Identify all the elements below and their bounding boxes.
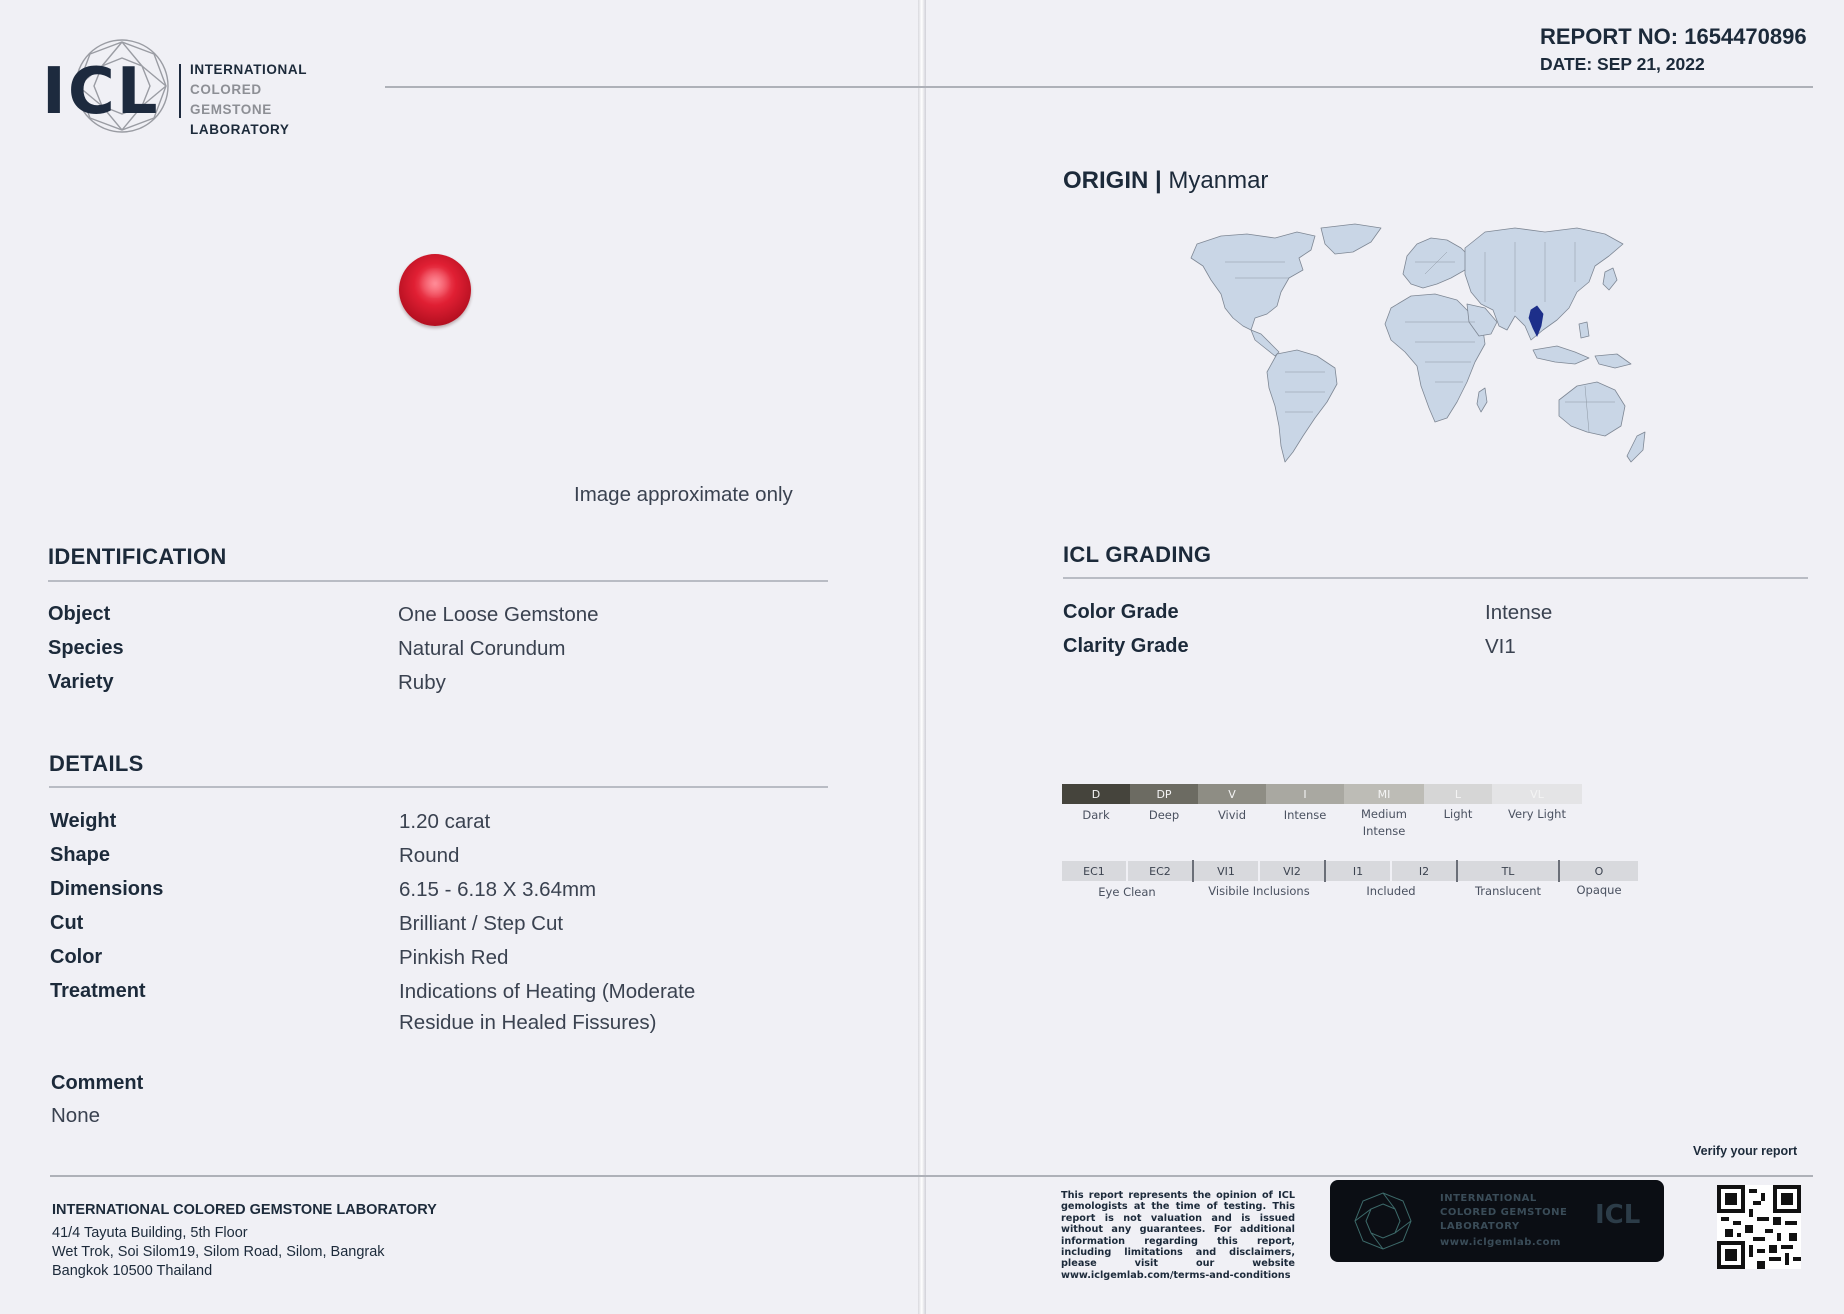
treatment-label: Treatment xyxy=(50,980,146,1002)
dimensions-value: 6.15 - 6.18 X 3.64mm xyxy=(399,878,597,901)
clarity-grade-label: Clarity Grade xyxy=(1063,635,1189,657)
footer-address-2: Wet Trok, Soi Silom19, Silom Road, Silom, Bangrak xyxy=(52,1244,385,1260)
clarity-scale xyxy=(1062,860,1638,882)
logo-subtitle xyxy=(190,60,307,140)
logo-divider xyxy=(179,64,181,118)
footer-lab-name: INTERNATIONAL COLORED GEMSTONE LABORATORY xyxy=(52,1202,437,1218)
north-america-shape xyxy=(1191,232,1315,330)
australia-shape xyxy=(1559,382,1625,436)
clarity-vi1: VI1 xyxy=(1194,861,1258,881)
footer-rule xyxy=(50,1175,1813,1177)
logo-line-3: LABORATORY xyxy=(190,122,290,137)
clarity-i2: I2 xyxy=(1392,861,1456,881)
comment-label: Comment xyxy=(51,1072,144,1094)
south-america-shape xyxy=(1267,350,1337,462)
clarity-caption-opaque: Opaque xyxy=(1576,883,1622,897)
gemstone-image xyxy=(399,254,471,326)
species-value: Natural Corundum xyxy=(398,637,566,660)
logo-letters: ICL xyxy=(42,55,160,129)
color-label: Color xyxy=(50,946,103,968)
clarity-ec1: EC1 xyxy=(1062,861,1126,881)
color-scale-dp: DP xyxy=(1130,784,1198,804)
footer-address-1: 41/4 Tayuta Building, 5th Floor xyxy=(52,1225,248,1241)
world-map xyxy=(1185,222,1675,484)
color-grade-value: Intense xyxy=(1485,601,1553,624)
variety-value: Ruby xyxy=(398,671,446,694)
seal-url: www.iclgemlab.com xyxy=(1440,1237,1561,1248)
footer-address-3: Bangkok 10500 Thailand xyxy=(52,1263,213,1279)
verify-report-text: Verify your report xyxy=(1693,1144,1798,1158)
disclaimer-text: This report represents the opinion of ICL gemologists at the time of testing. This report is not valuation and is issued without any guarantees. For additional information regarding this report, including limitations and disclaimers, please visit our website www.iclgemlab.com/terms-and-conditions xyxy=(1061,1190,1295,1281)
cut-value: Brilliant / Step Cut xyxy=(399,912,564,935)
seal-diamond-icon xyxy=(1352,1190,1414,1252)
clarity-o: O xyxy=(1560,861,1638,881)
philippines-shape xyxy=(1579,322,1589,338)
details-rule xyxy=(49,786,828,788)
color-scale xyxy=(1062,784,1582,804)
seal-line-3: LABORATORY xyxy=(1440,1221,1520,1232)
origin-heading xyxy=(1063,167,1268,195)
variety-label: Variety xyxy=(48,671,114,693)
clarity-grade-value: VI1 xyxy=(1485,635,1516,658)
report-date: DATE: SEP 21, 2022 xyxy=(1540,54,1705,74)
identification-rule xyxy=(48,580,828,582)
new-guinea-shape xyxy=(1595,354,1631,368)
dimensions-label: Dimensions xyxy=(50,878,164,900)
greenland-shape xyxy=(1321,224,1381,254)
report-number: REPORT NO: 1654470896 xyxy=(1540,24,1807,49)
clarity-caption-translucent: Translucent xyxy=(1474,884,1542,898)
clarity-tl: TL xyxy=(1458,861,1558,881)
color-caption-very-light: Very Light xyxy=(1508,807,1566,821)
comment-value: None xyxy=(51,1104,101,1127)
grading-title: ICL GRADING xyxy=(1063,542,1212,567)
image-caption: Image approximate only xyxy=(574,483,793,506)
object-value: One Loose Gemstone xyxy=(398,603,599,626)
color-caption-dark: Dark xyxy=(1082,808,1110,822)
madagascar-shape xyxy=(1477,388,1487,412)
security-seal xyxy=(1330,1180,1664,1262)
header-rule xyxy=(385,86,1813,88)
seal-logo: ICL xyxy=(1595,1200,1641,1230)
logo-line-2: COLORED GEMSTONE xyxy=(190,82,272,117)
grading-rule xyxy=(1063,577,1808,579)
color-scale-i: I xyxy=(1266,784,1344,804)
color-caption-vivid: Vivid xyxy=(1217,808,1247,822)
color-scale-v: V xyxy=(1198,784,1266,804)
cut-label: Cut xyxy=(50,912,84,934)
new-zealand-shape xyxy=(1627,432,1645,462)
clarity-vi2: VI2 xyxy=(1260,861,1324,881)
color-caption-light: Light xyxy=(1443,807,1473,821)
weight-value: 1.20 carat xyxy=(399,810,491,833)
japan-shape xyxy=(1603,268,1617,290)
europe-shape xyxy=(1403,238,1471,288)
color-scale-mi: MI xyxy=(1344,784,1424,804)
color-scale-vl: VL xyxy=(1492,784,1582,804)
color-caption-medium: Medium xyxy=(1361,807,1407,821)
clarity-ec2: EC2 xyxy=(1128,861,1192,881)
color-grade-label: Color Grade xyxy=(1063,601,1179,623)
shape-label: Shape xyxy=(50,844,111,866)
seal-line-1: INTERNATIONAL xyxy=(1440,1193,1537,1204)
object-label: Object xyxy=(48,603,111,625)
color-value: Pinkish Red xyxy=(399,946,509,969)
weight-label: Weight xyxy=(50,810,117,832)
color-scale-d: D xyxy=(1062,784,1130,804)
origin-value: Myanmar xyxy=(1168,167,1269,194)
clarity-caption-included: Included xyxy=(1366,884,1416,898)
qr-code-icon[interactable] xyxy=(1717,1185,1801,1269)
treatment-value-line-2: Residue in Healed Fissures) xyxy=(399,1011,657,1034)
logo-line-1: INTERNATIONAL xyxy=(190,62,308,77)
clarity-caption-visible: Visibile Inclusions xyxy=(1208,884,1310,898)
shape-value: Round xyxy=(399,844,460,867)
origin-label: ORIGIN xyxy=(1063,167,1149,194)
color-scale-l: L xyxy=(1424,784,1492,804)
treatment-value-line-1: Indications of Heating (Moderate xyxy=(399,980,696,1003)
clarity-i1: I1 xyxy=(1326,861,1390,881)
color-caption-intense: Intense xyxy=(1283,808,1327,822)
origin-separator: | xyxy=(1155,167,1162,194)
page-fold xyxy=(918,0,926,1314)
species-label: Species xyxy=(48,637,124,659)
indonesia-shape xyxy=(1533,346,1589,364)
details-title: DETAILS xyxy=(49,751,144,776)
color-caption-medium-intense: Intense xyxy=(1362,824,1406,838)
central-america-shape xyxy=(1251,330,1279,356)
seal-line-2: COLORED GEMSTONE xyxy=(1440,1207,1568,1218)
identification-title: IDENTIFICATION xyxy=(48,544,227,569)
clarity-caption-eye-clean: Eye Clean xyxy=(1098,885,1156,899)
color-caption-deep: Deep xyxy=(1148,808,1180,822)
